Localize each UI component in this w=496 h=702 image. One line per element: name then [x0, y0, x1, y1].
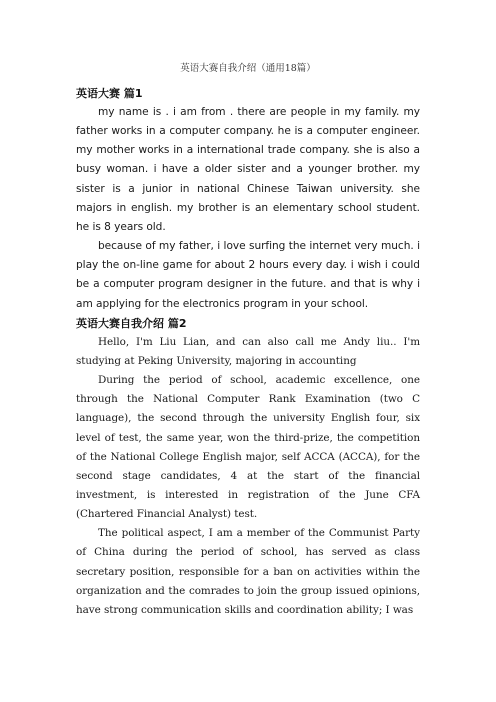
section-2-paragraph-2: During the period of school, academic excellence, one through the National Computer Rank Examination (two C language), the second through the university English four, six level of test, the same year, won the third-prize, the competition of the National College English major, self ACCA (ACCA), for the second stage candidates, 4 at the start of the financial investment, is interested in registration of the June CFA (Chartered Financial Analyst) test. [76, 374, 420, 521]
document-title: 英语大赛自我介绍（通用18篇） [180, 63, 316, 74]
section-2-paragraph-3: The political aspect, I am a member of the Communist Party of China during the period of school, has served as class secretary position, responsible for a ban on activities within the organization and the comrades to join the group issued opinions, have strong communication skills and coordination ability; I was [76, 527, 420, 616]
document-body [76, 84, 420, 620]
section-heading-2: 英语大赛自我介绍 篇2 [76, 316, 187, 330]
section-1-paragraph-1: my name is . i am from . there are people in my family. my father works in a computer company. he is a computer engineer. my mother works in a international trade company. she is also a busy woman. i have a older sister and a younger brother. my sister is a junior in national Chinese Taiwan university. she majors in english. my brother is an elementary school student. he is 8 years old. [76, 106, 420, 233]
section-2-paragraph-1: Hello, I'm Liu Lian, and can also call me Andy liu.. I'm studying at Peking University, majoring in accounting [76, 335, 420, 367]
section-heading-1: 英语大赛 篇1 [76, 87, 143, 100]
section-1-paragraph-2: because of my father, i love surfing the internet very much. i play the on-line game for about 2 hours every day. i wish i could be a computer program designer in the future. and that is why i am applying for the electronics program in your school. [76, 240, 420, 310]
